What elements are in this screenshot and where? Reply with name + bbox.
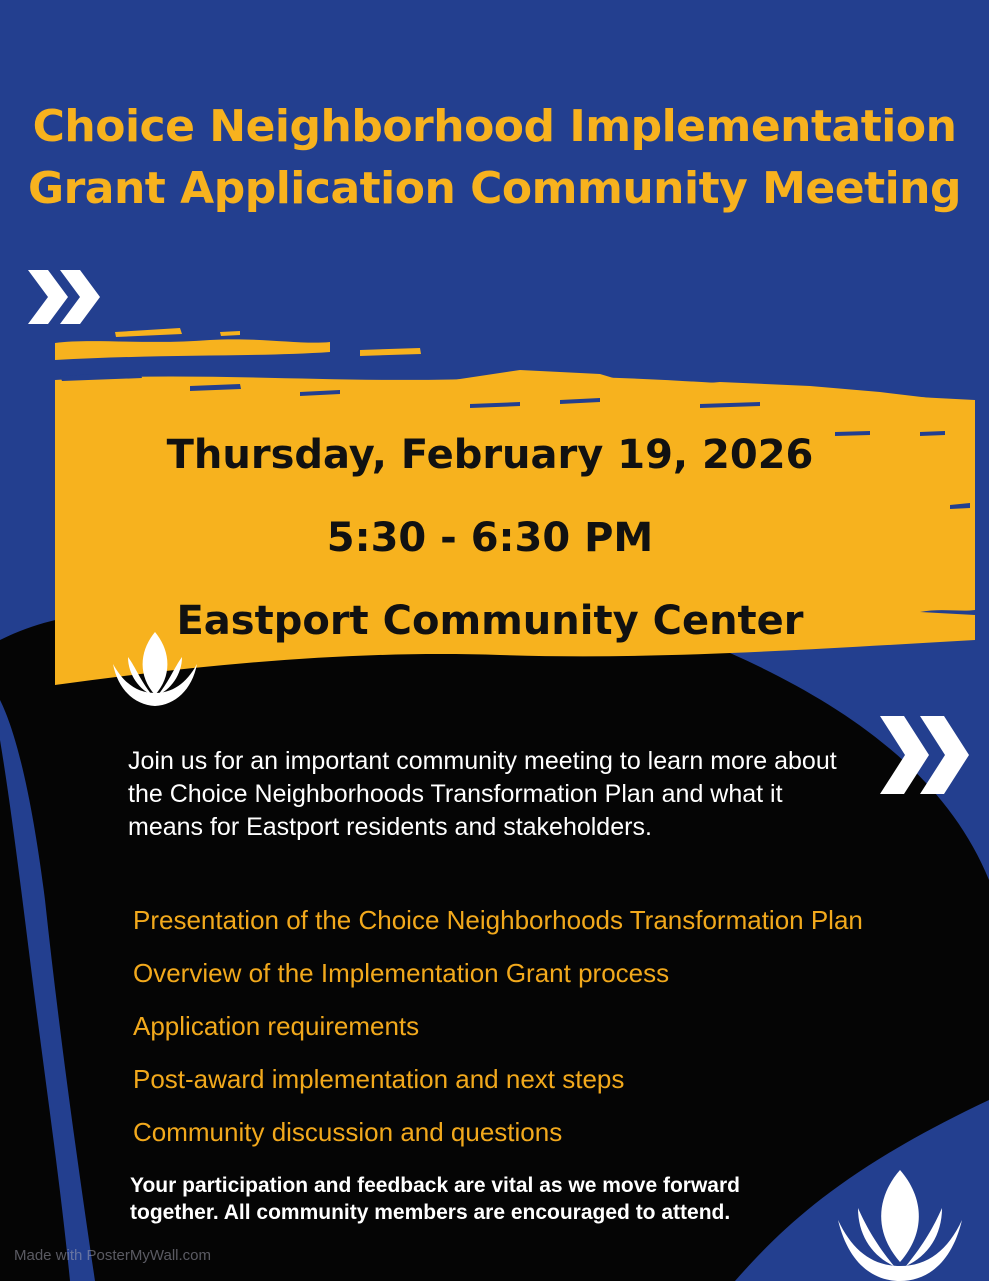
closing-paragraph: Your participation and feedback are vital as we move forward together. All community members are encouraged to attend. (130, 1174, 740, 1224)
agenda-item: Application requirements (133, 1011, 420, 1041)
chevrons-right-icon (28, 270, 100, 324)
agenda-item: Presentation of the Choice Neighborhoods Transformation Plan (133, 905, 863, 935)
agenda-item: Post-award implementation and next steps (133, 1064, 625, 1094)
intro-paragraph: Join us for an important community meeting to learn more about the Choice Neighborhoods Transformation Plan and what it means for Eastport residents and stakeholders. (128, 747, 837, 841)
watermark: Made with PosterMyWall.com (14, 1247, 211, 1264)
event-location: Eastport Community Center (176, 598, 804, 644)
title-line-1: Choice Neighborhood Implementation (32, 101, 957, 152)
agenda-item: Overview of the Implementation Grant process (133, 958, 670, 988)
event-date: Thursday, February 19, 2026 (166, 432, 814, 478)
agenda-list (133, 900, 863, 1165)
title-line-2: Grant Application Community Meeting (27, 163, 962, 214)
event-time: 5:30 - 6:30 PM (326, 515, 654, 561)
agenda-item: Community discussion and questions (133, 1117, 563, 1147)
poster-title (0, 96, 989, 220)
